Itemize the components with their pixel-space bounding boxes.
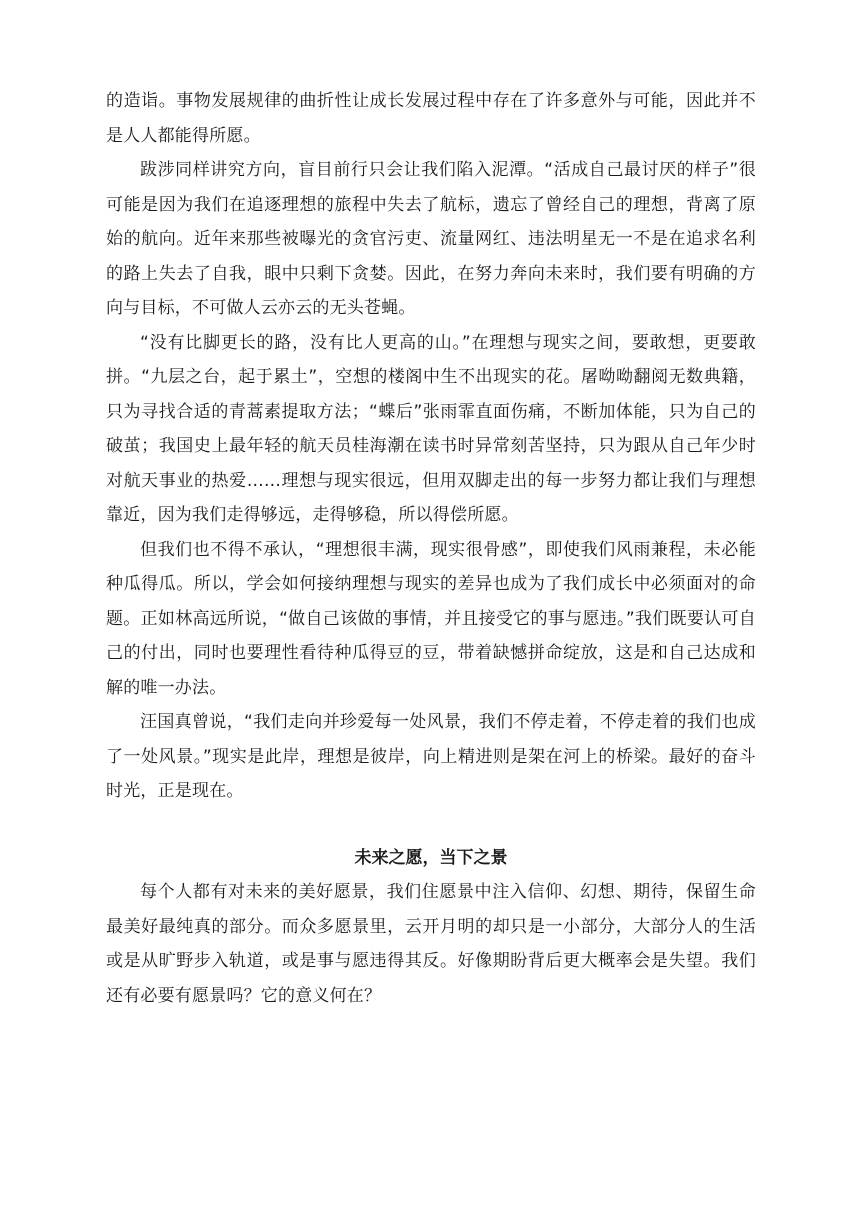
paragraph-dare-to-strive: “没有比脚更长的路，没有比人更高的山。”在理想与现实之间，要敢想，更要敢拼。“九层之台，起于累土”，空想的楼阁中生不出现实的花。屠呦呦翻阅无数典籍，只为寻找合适的青蒿素提取方法；“蝶后”张雨霏直面伤痛，不断加体能，只为自己的破茧；我国史上最年轻的航天员桂海潮在读书时异常刻苦坚持，只为跟从自己年少时对航天事业的热爱……理想与现实很远，但用双脚走出的每一步努力都让我们与理想靠近，因为我们走得够远，走得够稳，所以得偿所愿。 — [106, 332, 756, 525]
paragraph-conclusion: 汪国真曾说，“我们走向并珍爱每一处风景，我们不停走着，不停走着的我们也成了一处风景。”现实是此岸，理想是彼岸，向上精进则是架在河上的桥梁。最好的奋斗时光，正是现在。 — [106, 712, 756, 801]
paragraph-continuation: 的造诣。事物发展规律的曲折性让成长发展过程中存在了许多意外与可能，因此并不是人人都能得所愿。 — [106, 91, 756, 146]
section-title: 未来之愿，当下之景 — [354, 847, 508, 868]
paragraph-accept-difference: 但我们也不得不承认，“理想很丰满，现实很骨感”，即使我们风雨兼程，未必能种瓜得瓜。所以，学会如何接纳理想与现实的差异也成为了我们成长中必须面对的命题。正如林高远所说，“做自己该做的事情，并且接受它的事与愿违。”我们既要认可自己的付出，同时也要理性看待种瓜得豆的豆，带着缺憾拼命绽放，这是和自己达成和解的唯一办法。 — [106, 539, 756, 698]
paragraph-direction: 跋涉同样讲究方向，盲目前行只会让我们陷入泥潭。“活成自己最讨厌的样子”很可能是因为我们在追逐理想的旅程中失去了航标，遗忘了曾经自己的理想，背离了原始的航向。近年来那些被曝光的贪官污吏、流量网红、违法明星无一不是在追求名利的路上失去了自我，眼中只剩下贪婪。因此，在努力奔向未来时，我们要有明确的方向与目标，不可做人云亦云的无头苍蝇。 — [106, 160, 756, 318]
paragraph-vision-intro: 每个人都有对未来的美好愿景，我们住愿景中注入信仰、幻想、期待，保留生命最美好最纯真的部分。而众多愿景里，云开月明的却只是一小部分，大部分人的生活或是从旷野步入轨道，或是事与愿违得其反。好像期盼背后更大概率会是失望。我们还有必要有愿景吗？它的意义何在？ — [106, 882, 756, 1006]
document-page — [106, 84, 756, 1013]
section-spacer — [106, 809, 756, 841]
